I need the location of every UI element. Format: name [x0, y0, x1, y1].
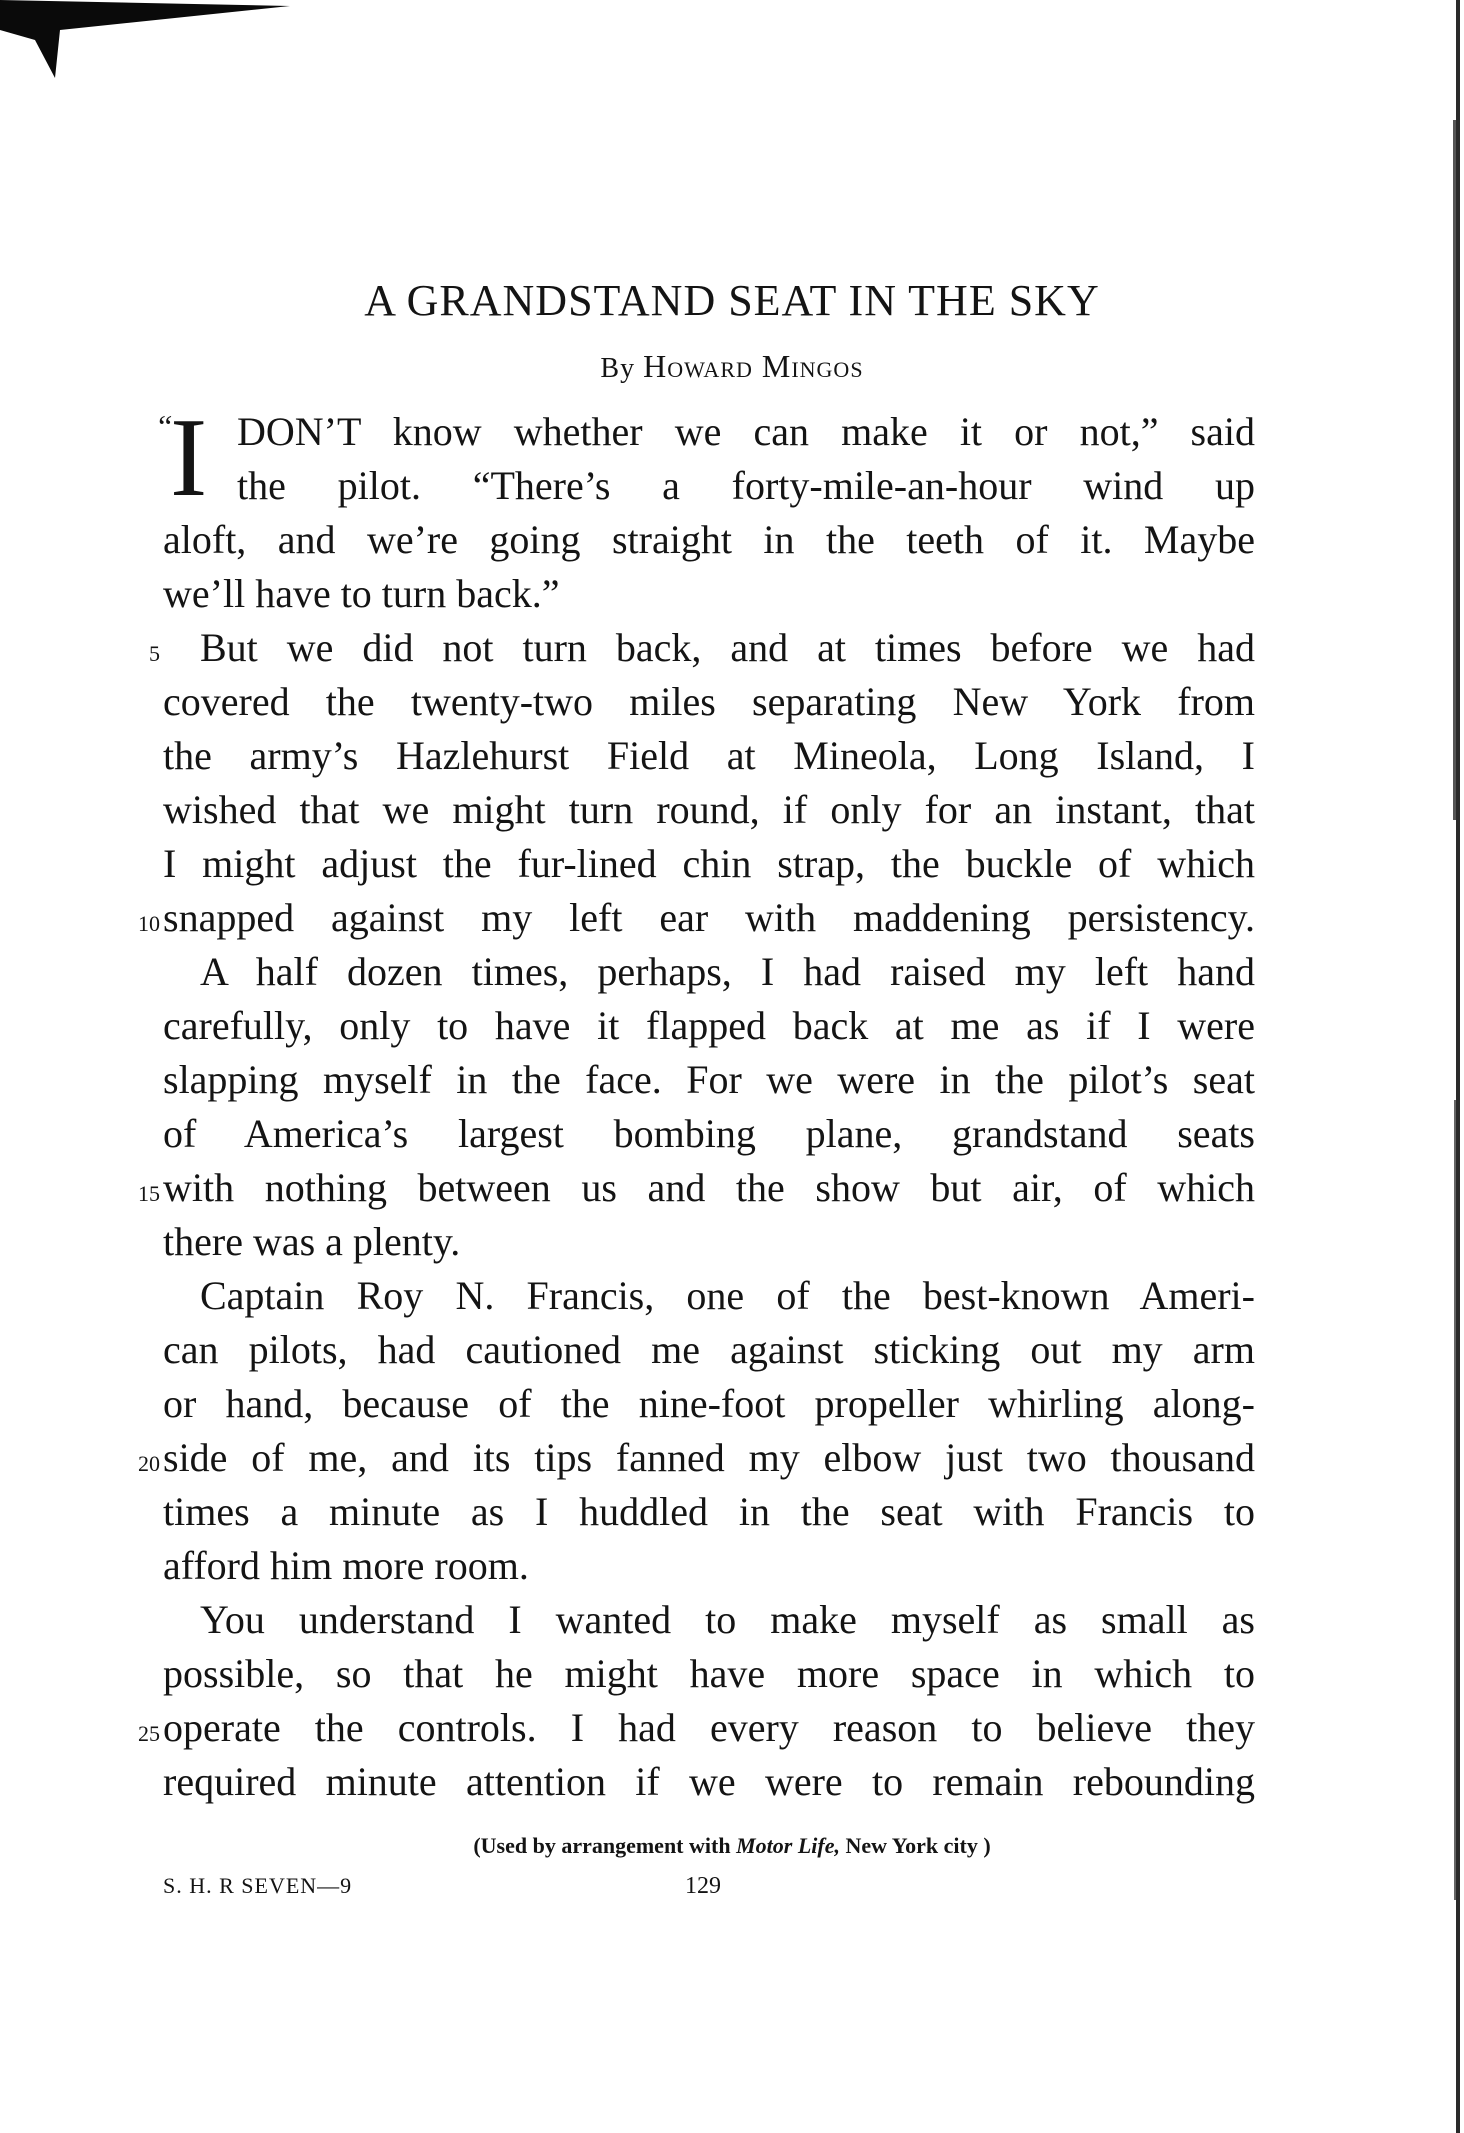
text-line: snapped against my left ear with maddening persistency.: [163, 895, 1255, 940]
text-line: possible, so that he might have more space in which to: [163, 1651, 1255, 1696]
byline-prefix: By: [600, 353, 644, 384]
printer-signature: S. H. R SEVEN—9: [163, 1873, 353, 1898]
text-line: required minute attention if we were to remain rebounding: [163, 1759, 1255, 1804]
text-line: afford him more room.: [163, 1543, 529, 1588]
author-name: Howard Mingos: [643, 348, 864, 384]
text-line: You understand I wanted to make myself as small as: [200, 1597, 1255, 1642]
line-number: 25: [138, 1721, 160, 1746]
source-footnote: [200, 1833, 1264, 1859]
line-number: 10: [138, 911, 160, 936]
text-line: wished that we might turn round, if only for an instant, that: [163, 787, 1255, 832]
text-line: the army’s Hazlehurst Field at Mineola, Long Island, I: [163, 733, 1255, 778]
opening-quote-mark: “: [155, 408, 173, 444]
text-line: DON’T know whether we can make it or not,” said: [237, 409, 1255, 454]
text-line: with nothing between us and the show but air, of which: [163, 1165, 1255, 1210]
text-line: side of me, and its tips fanned my elbow just two thousand: [163, 1435, 1255, 1480]
text-line: A half dozen times, perhaps, I had raised my left hand: [200, 949, 1255, 994]
article-title: A GRANDSTAND SEAT IN THE SKY: [364, 276, 1100, 325]
line-number: 15: [138, 1181, 160, 1206]
text-line: I might adjust the fur-lined chin strap, the buckle of which: [163, 841, 1255, 886]
text-line: But we did not turn back, and at times before we had: [200, 625, 1255, 670]
page-number: 129: [685, 1873, 721, 1899]
text-line: the pilot. “There’s a forty-mile-an-hour wind up: [237, 463, 1255, 508]
text-line: carefully, only to have it flapped back at me as if I were: [163, 1003, 1255, 1048]
footnote-prefix: (Used by arrangement with: [473, 1833, 737, 1858]
text-line: there was a plenty.: [163, 1219, 461, 1264]
text-line: of America’s largest bombing plane, grandstand seats: [163, 1111, 1255, 1156]
text-line: covered the twenty-two miles separating New York from: [163, 679, 1255, 724]
text-line: operate the controls. I had every reason to believe they: [163, 1705, 1255, 1750]
footnote-source: Motor Life,: [736, 1833, 840, 1858]
byline: [200, 348, 1264, 385]
line-number: 5: [149, 641, 160, 666]
text-line: aloft, and we’re going straight in the teeth of it. Maybe: [163, 517, 1255, 562]
line-number: 20: [138, 1451, 160, 1476]
text-line: we’ll have to turn back.”: [163, 571, 560, 616]
text-line: times a minute as I huddled in the seat with Francis to: [163, 1489, 1255, 1534]
scan-edge-shadow: [1448, 0, 1464, 2133]
footnote-suffix: New York city ): [839, 1833, 991, 1858]
text-line: Captain Roy N. Francis, one of the best-known Ameri-: [200, 1273, 1255, 1318]
text-line: can pilots, had cautioned me against sticking out my arm: [163, 1327, 1255, 1372]
text-line: or hand, because of the nine-foot propeller whirling along-: [163, 1381, 1255, 1426]
text-line: slapping myself in the face. For we were in the pilot’s seat: [163, 1057, 1255, 1102]
scan-corner-mark: [0, 0, 300, 80]
drop-cap: I: [170, 396, 208, 520]
